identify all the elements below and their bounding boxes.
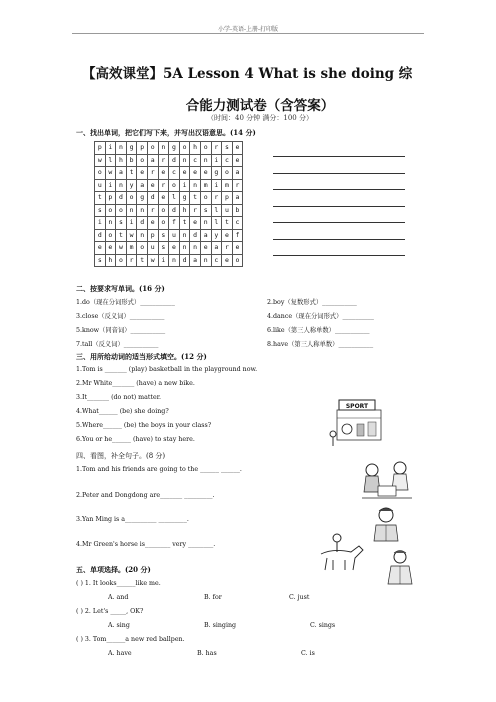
grid-cell: e bbox=[222, 254, 233, 267]
grid-cell: e bbox=[232, 142, 243, 155]
grid-cell: t bbox=[179, 217, 190, 230]
section5-heading: 五、单项选择。(20 分) bbox=[76, 565, 151, 574]
grid-cell: t bbox=[137, 254, 148, 267]
grid-cell: d bbox=[169, 154, 180, 167]
grid-cell: h bbox=[105, 254, 116, 267]
grid-cell: o bbox=[158, 217, 169, 230]
sec5-q1-option-b: B. for bbox=[204, 594, 222, 601]
grid-cell: i bbox=[105, 179, 116, 192]
grid-cell: d bbox=[147, 192, 158, 205]
grid-row bbox=[95, 242, 243, 255]
grid-cell: y bbox=[211, 229, 222, 242]
grid-cell: h bbox=[116, 154, 127, 167]
grid-cell: d bbox=[179, 254, 190, 267]
grid-cell: u bbox=[147, 242, 158, 255]
grid-cell: h bbox=[179, 204, 190, 217]
grid-cell: a bbox=[190, 254, 201, 267]
grid-cell: m bbox=[200, 179, 211, 192]
grid-cell: w bbox=[116, 242, 127, 255]
answer-line bbox=[273, 239, 405, 240]
grid-cell: y bbox=[126, 179, 137, 192]
grid-cell: n bbox=[179, 229, 190, 242]
grid-cell: e bbox=[147, 217, 158, 230]
grid-cell: s bbox=[222, 142, 233, 155]
teacher-illustration bbox=[380, 548, 420, 586]
sec5-q1: ( ) 1. It looks______like me. bbox=[76, 580, 161, 587]
sec2-item-5: 5.know（同音词）___________ bbox=[76, 327, 166, 334]
grid-cell: p bbox=[95, 142, 106, 155]
grid-cell: o bbox=[137, 154, 148, 167]
grid-cell: o bbox=[116, 254, 127, 267]
grid-cell: w bbox=[105, 167, 116, 180]
grid-cell: i bbox=[211, 179, 222, 192]
children-playing-illustration bbox=[358, 458, 416, 502]
grid-cell: a bbox=[147, 154, 158, 167]
grid-cell: u bbox=[222, 204, 233, 217]
sec2-item-2: 2.boy（复数形式）___________ bbox=[267, 299, 357, 306]
grid-cell: n bbox=[200, 254, 211, 267]
sec5-q3-option-c: C. is bbox=[301, 650, 315, 657]
grid-row bbox=[95, 204, 243, 217]
grid-cell: s bbox=[158, 229, 169, 242]
page-header: 小学-英语-上册-打印版 bbox=[217, 26, 279, 33]
grid-cell: r bbox=[190, 204, 201, 217]
answer-line bbox=[273, 206, 405, 207]
grid-cell: d bbox=[95, 229, 106, 242]
grid-cell: n bbox=[200, 154, 211, 167]
grid-cell: r bbox=[211, 142, 222, 155]
sec5-q3-option-b: B. has bbox=[197, 650, 217, 657]
sec5-q1-option-a: A. and bbox=[108, 594, 129, 601]
grid-cell: n bbox=[116, 179, 127, 192]
sec3-item-2: 2.Mr White_______ (have) a new bike. bbox=[76, 380, 195, 387]
grid-cell: o bbox=[137, 242, 148, 255]
grid-cell: e bbox=[169, 242, 180, 255]
sec5-q3: ( ) 3. Tom______a new red ballpen. bbox=[76, 636, 185, 643]
grid-cell: e bbox=[158, 167, 169, 180]
grid-cell: g bbox=[211, 167, 222, 180]
section2-heading: 二、按要求写单词。(16 分) bbox=[76, 284, 165, 293]
grid-cell: u bbox=[169, 229, 180, 242]
horse-rider-illustration bbox=[313, 532, 371, 576]
grid-cell: f bbox=[169, 217, 180, 230]
grid-cell: g bbox=[169, 142, 180, 155]
grid-cell: e bbox=[222, 229, 233, 242]
grid-cell: l bbox=[211, 204, 222, 217]
grid-cell: r bbox=[232, 179, 243, 192]
sec2-item-8: 8.have（第三人称单数）___________ bbox=[267, 341, 374, 348]
grid-cell: o bbox=[232, 254, 243, 267]
grid-cell: o bbox=[105, 229, 116, 242]
grid-cell: o bbox=[116, 204, 127, 217]
grid-cell: i bbox=[105, 142, 116, 155]
grid-cell: a bbox=[137, 179, 148, 192]
grid-cell: a bbox=[211, 242, 222, 255]
doc-title-line1: 【高效课堂】5A Lesson 4 What is she doing 综 bbox=[82, 66, 413, 82]
sec2-item-4: 4.dance（现在分词形式）__________ bbox=[267, 313, 374, 320]
grid-cell: r bbox=[222, 242, 233, 255]
grid-cell: l bbox=[105, 154, 116, 167]
grid-cell: b bbox=[232, 204, 243, 217]
grid-cell: o bbox=[169, 179, 180, 192]
man-portrait-illustration bbox=[366, 505, 406, 543]
grid-cell: o bbox=[158, 204, 169, 217]
grid-cell: n bbox=[137, 204, 148, 217]
sec4-item-3: 3.Yan Ming is a__________ _________. bbox=[76, 516, 189, 523]
sec2-item-6: 6.like（第三人称单数）___________ bbox=[267, 327, 370, 334]
grid-cell: e bbox=[105, 242, 116, 255]
grid-cell: o bbox=[95, 167, 106, 180]
header-rule bbox=[72, 33, 424, 34]
grid-cell: e bbox=[200, 167, 211, 180]
grid-cell: p bbox=[222, 192, 233, 205]
grid-cell: w bbox=[95, 154, 106, 167]
grid-cell: o bbox=[200, 192, 211, 205]
grid-cell: e bbox=[137, 167, 148, 180]
grid-cell: o bbox=[200, 142, 211, 155]
sec4-item-2: 2.Peter and Dongdong are_______ _________. bbox=[76, 492, 215, 499]
sec3-item-3: 3.It_______ (do not) matter. bbox=[76, 394, 162, 401]
grid-cell: o bbox=[126, 192, 137, 205]
grid-cell: o bbox=[105, 204, 116, 217]
grid-cell: e bbox=[95, 242, 106, 255]
grid-cell: o bbox=[179, 142, 190, 155]
grid-cell: t bbox=[95, 192, 106, 205]
doc-title-line2: 合能力测试卷（含答案） bbox=[185, 98, 335, 114]
grid-cell: e bbox=[190, 217, 201, 230]
sec4-item-1: 1.Tom and his friends are going to the ______ ______. bbox=[76, 466, 242, 473]
grid-row bbox=[95, 192, 243, 205]
grid-cell: e bbox=[147, 179, 158, 192]
sec4-item-4: 4.Mr Green's horse is________ very ________. bbox=[76, 541, 216, 548]
grid-cell: e bbox=[200, 242, 211, 255]
grid-cell: o bbox=[222, 167, 233, 180]
grid-cell: n bbox=[190, 179, 201, 192]
answer-line bbox=[273, 189, 405, 190]
grid-cell: d bbox=[190, 229, 201, 242]
grid-cell: r bbox=[147, 167, 158, 180]
grid-cell: r bbox=[158, 179, 169, 192]
grid-cell: g bbox=[126, 142, 137, 155]
grid-cell: t bbox=[190, 192, 201, 205]
section1-heading: 一、找出单词，把它们写下来，并写出汉语意思。(14 分) bbox=[76, 128, 256, 137]
grid-cell: d bbox=[137, 217, 148, 230]
grid-cell: h bbox=[190, 142, 201, 155]
grid-row bbox=[95, 142, 243, 155]
sec2-item-7: 7.tall（反义词）___________ bbox=[76, 341, 159, 348]
grid-cell: e bbox=[158, 192, 169, 205]
grid-cell: o bbox=[147, 142, 158, 155]
grid-cell: p bbox=[137, 142, 148, 155]
sec5-q3-option-a: A. have bbox=[108, 650, 132, 657]
grid-cell: p bbox=[147, 229, 158, 242]
grid-cell: w bbox=[147, 254, 158, 267]
grid-cell: w bbox=[126, 229, 137, 242]
grid-cell: u bbox=[95, 179, 106, 192]
grid-cell: e bbox=[179, 167, 190, 180]
sec5-q2-option-a: A. sing bbox=[108, 622, 130, 629]
grid-cell: c bbox=[190, 154, 201, 167]
grid-cell: d bbox=[116, 192, 127, 205]
grid-cell: b bbox=[126, 154, 137, 167]
grid-cell: l bbox=[211, 217, 222, 230]
sec2-item-3: 3.close（反义词）___________ bbox=[76, 313, 165, 320]
grid-cell: s bbox=[158, 242, 169, 255]
grid-cell: a bbox=[200, 229, 211, 242]
sec3-item-1: 1.Tom is _______ (play) basketball in the playground now. bbox=[76, 366, 258, 373]
grid-row bbox=[95, 179, 243, 192]
grid-cell: t bbox=[126, 167, 137, 180]
grid-cell: e bbox=[190, 167, 201, 180]
sec3-item-4: 4.What______ (be) she doing? bbox=[76, 408, 169, 415]
sport-sign-text: SPORT bbox=[345, 403, 369, 410]
sport-shop-illustration bbox=[327, 394, 393, 448]
sec2-item-1: 1.do（现在分词形式）___________ bbox=[76, 299, 175, 306]
grid-cell: c bbox=[211, 254, 222, 267]
grid-cell: t bbox=[116, 229, 127, 242]
answer-line bbox=[273, 222, 405, 223]
grid-cell: i bbox=[95, 217, 106, 230]
grid-cell: l bbox=[169, 192, 180, 205]
grid-cell: n bbox=[137, 229, 148, 242]
word-search-grid bbox=[94, 141, 243, 267]
grid-cell: c bbox=[222, 154, 233, 167]
grid-cell: n bbox=[105, 217, 116, 230]
grid-cell: r bbox=[126, 254, 137, 267]
sec5-q1-option-c: C. just bbox=[289, 594, 310, 601]
grid-cell: g bbox=[137, 192, 148, 205]
grid-cell: s bbox=[116, 217, 127, 230]
grid-cell: n bbox=[116, 142, 127, 155]
grid-cell: r bbox=[147, 204, 158, 217]
grid-cell: i bbox=[158, 254, 169, 267]
grid-cell: c bbox=[232, 217, 243, 230]
grid-cell: s bbox=[95, 254, 106, 267]
grid-cell: n bbox=[169, 254, 180, 267]
grid-cell: n bbox=[126, 204, 137, 217]
grid-cell: n bbox=[179, 154, 190, 167]
grid-cell: s bbox=[200, 204, 211, 217]
grid-cell: n bbox=[158, 142, 169, 155]
answer-line bbox=[273, 173, 405, 174]
grid-cell: s bbox=[95, 204, 106, 217]
sec5-q2-option-c: C. sings bbox=[310, 622, 336, 629]
grid-cell: r bbox=[211, 192, 222, 205]
sec3-item-5: 5.Where______ (be) the boys in your class? bbox=[76, 422, 212, 429]
grid-cell: i bbox=[126, 217, 137, 230]
grid-cell: e bbox=[232, 154, 243, 167]
grid-cell: i bbox=[211, 154, 222, 167]
grid-cell: a bbox=[116, 167, 127, 180]
grid-cell: c bbox=[169, 167, 180, 180]
grid-cell: m bbox=[126, 242, 137, 255]
section4-heading: 四、看图，补全句子。(8 分) bbox=[76, 452, 166, 460]
grid-cell: e bbox=[232, 242, 243, 255]
grid-cell: f bbox=[232, 229, 243, 242]
grid-row bbox=[95, 167, 243, 180]
grid-cell: a bbox=[232, 192, 243, 205]
answer-line bbox=[273, 255, 405, 256]
grid-cell: n bbox=[179, 242, 190, 255]
sec5-q2-option-b: B. singing bbox=[204, 622, 237, 629]
grid-cell: p bbox=[105, 192, 116, 205]
grid-row bbox=[95, 217, 243, 230]
grid-row bbox=[95, 254, 243, 267]
grid-cell: i bbox=[179, 179, 190, 192]
grid-cell: t bbox=[222, 217, 233, 230]
grid-cell: n bbox=[190, 242, 201, 255]
grid-cell: r bbox=[158, 154, 169, 167]
section3-heading: 三、用所给动词的适当形式填空。(12 分) bbox=[76, 352, 207, 361]
grid-cell: a bbox=[232, 167, 243, 180]
sec3-item-6: 6.You or he______ (have) to stay here. bbox=[76, 436, 195, 443]
grid-cell: d bbox=[169, 204, 180, 217]
grid-cell: m bbox=[222, 179, 233, 192]
answer-line bbox=[273, 156, 405, 157]
grid-row bbox=[95, 154, 243, 167]
sec5-q2: ( ) 2. Let's _____, OK? bbox=[76, 608, 144, 615]
exam-info: （时间：40 分钟 满分：100 分） bbox=[207, 114, 313, 122]
grid-cell: g bbox=[179, 192, 190, 205]
grid-cell: n bbox=[200, 217, 211, 230]
grid-row bbox=[95, 229, 243, 242]
